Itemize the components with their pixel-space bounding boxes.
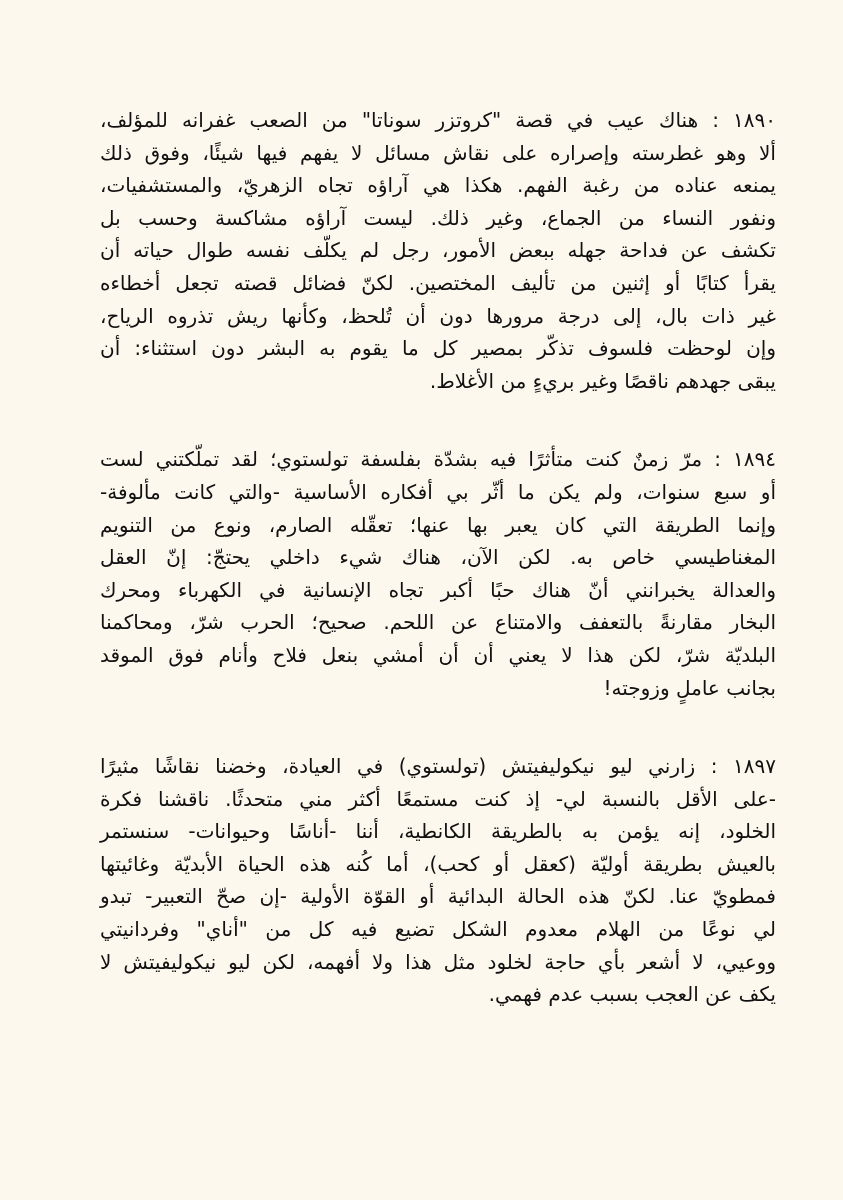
text-line: يقرأ كتابًا أو إثنين من تأليف المختصين. لكنّ فضائل قصته تجعل أخطاءه (100, 270, 776, 295)
text-line: المغناطيسي خاص به. لكن الآن، هناك شيء داخلي يحتجّ: إنّ العقل (100, 545, 776, 570)
text-line: ١٨٩٧ : زارني ليو نيكوليفيتش (تولستوي) في العيادة، وخضنا نقاشًا مثيرًا (100, 754, 776, 779)
text-line: فمطويّ عنا. لكنّ هذه الحالة البدائية أو القوّة الأولية -إن صحّ التعبير- تبدو (100, 884, 776, 909)
text-line: لي نوعًا من الهلام معدوم الشكل تضيع فيه كل من "أناي" وفردانيتي (100, 917, 776, 942)
text-line: بالعيش بطريقة أوليّة (كعقل أو كحب)، أما كُنه هذه الحياة الأبديّة وغائيتها (100, 851, 776, 876)
diary-entry-1894 (100, 443, 776, 704)
text-line: -على الأقل بالنسبة لي- إذ كنت مستمعًا أكثر مني متحدثًا. ناقشنا فكرة (100, 786, 776, 811)
text-line: البخار مقارنةً بالتعفف والامتناع عن اللحم. صحيح؛ الحرب شرّ، ومحاكمنا (100, 610, 776, 635)
diary-entry-1890 (100, 104, 776, 397)
text-line: يمنعه عناده من رغبة الفهم. هكذا هي آراؤه تجاه الزهريّ، والمستشفيات، (100, 173, 776, 198)
text-line: بجانب عاملٍ وزوجته! (603, 675, 776, 700)
text-line: يبقى جهدهم ناقصًا وغير بريءٍ من الأغلاط. (429, 368, 776, 393)
text-line: وإنما الطريقة التي كان يعبر بها عنها؛ تعقّله الصارم، ونوع من التنويم (100, 512, 776, 537)
text-line: والعدالة يخبرانني أنّ هناك حبًا أكبر تجاه الإنسانية في الكهرباء ومحرك (100, 577, 776, 602)
text-line: تكشف عن فداحة جهله ببعض الأمور، رجل لم يكلّف نفسه طوال حياته أن (100, 238, 776, 263)
diary-entry-1897 (100, 750, 776, 1011)
text-line: ١٨٩٤ : مرّ زمنٌ كنت متأثرًا فيه بشدّة بفلسفة تولستوي؛ لقد تملّكتني لست (100, 447, 776, 472)
text-line: ونفور النساء من الجماع، وغير ذلك. ليست آراؤه مشاكسة وحسب بل (100, 205, 776, 230)
text-line: وإن لوحظت فلسوف تذكّر بمصير كل ما يقوم به البشر دون استثناء: أن (100, 336, 776, 361)
text-line: ١٨٩٠ : هناك عيب في قصة "كروتزر سوناتا" من الصعب غفرانه للمؤلف، (100, 108, 776, 132)
text-line: يكف عن العجب بسبب عدم فهمي. (488, 982, 776, 1007)
text-line: البلديّة شرّ، لكن هذا لا يعني أن أن أمشي بنعل فلاح وأنام فوق الموقد (100, 642, 776, 667)
text-line: الخلود، إنه يؤمن به بالطريقة الكانطية، أننا -أناسًا وحيوانات- سنستمر (100, 819, 776, 844)
text-line: ووعيي، لا أشعر بأي حاجة لخلود مثل هذا ولا أفهمه، لكن ليو نيكوليفيتش لا (100, 949, 776, 974)
text-line: أو سبع سنوات، ولم يكن ما أثّر بي أفكاره الأساسية -والتي كانت مألوفة- (100, 479, 776, 504)
document-page (100, 104, 776, 1011)
text-line: ألا وهو غطرسته وإصراره على نقاش مسائل لا يفهم فيها شيئًا، وفوق ذلك (100, 140, 776, 165)
text-line: غير ذات بال، إلى درجة مرورها دون أن تُلحظ، وكأنها ريش تذروه الرياح، (100, 303, 776, 328)
